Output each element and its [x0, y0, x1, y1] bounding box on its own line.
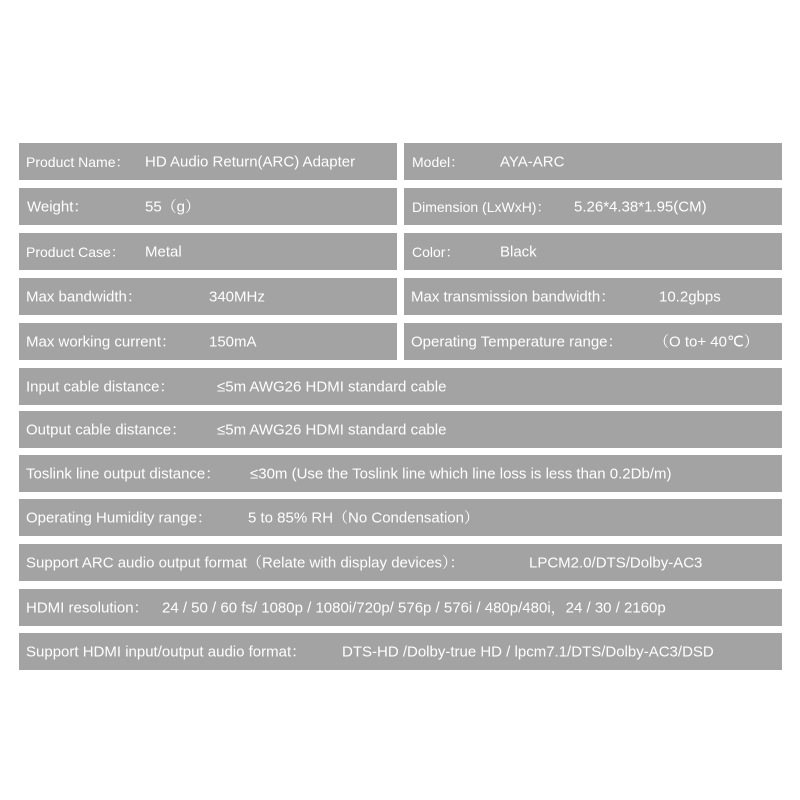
spec-cell-dimension: [404, 188, 782, 225]
spec-label: Output cable distance：: [26, 421, 187, 438]
spec-cell-product-case: [19, 233, 397, 270]
spec-label: Max working current：: [26, 333, 177, 350]
spec-label: Toslink line output distance：: [26, 465, 221, 482]
spec-cell-output-cable-distance: [19, 411, 782, 448]
spec-label: Dimension (LxWxH)：: [412, 198, 551, 215]
spec-cell-input-cable-distance: [19, 368, 782, 405]
spec-cell-operating-humidity: [19, 499, 782, 536]
spec-cell-toslink-distance: [19, 455, 782, 492]
spec-value: 24 / 50 / 60 fs/ 1080p / 1080i/720p/ 576p / 576i / 480p/480i，24 / 30 / 2160p: [162, 599, 666, 616]
spec-cell-operating-temperature: [404, 323, 782, 360]
spec-label: HDMI resolution：: [26, 599, 149, 616]
spec-value: 340MHz: [209, 288, 265, 305]
spec-label: Weight：: [27, 198, 89, 215]
spec-cell-weight: [19, 188, 397, 225]
spec-value: AYA-ARC: [500, 153, 565, 170]
spec-label: Operating Temperature range：: [411, 333, 623, 350]
spec-cell-hdmi-resolution: [19, 589, 782, 626]
spec-value: LPCM2.0/DTS/Dolby-AC3: [529, 554, 703, 571]
spec-label: Product Name：: [26, 153, 130, 170]
spec-label: Operating Humidity range：: [26, 509, 212, 526]
spec-value: Black: [500, 243, 537, 260]
spec-cell-hdmi-audio-format: [19, 633, 782, 670]
spec-value: 55（g）: [145, 198, 201, 215]
spec-value: 5.26*4.38*1.95(CM): [574, 198, 707, 215]
spec-cell-max-bandwidth: [19, 278, 397, 315]
spec-value: ≤5m AWG26 HDMI standard cable: [217, 421, 447, 438]
spec-value: ≤30m (Use the Toslink line which line loss is less than 0.2Db/m): [250, 465, 672, 482]
spec-label: Support HDMI input/output audio format：: [26, 643, 307, 660]
spec-label: Model：: [412, 153, 465, 170]
spec-value: 5 to 85% RH（No Condensation）: [248, 509, 479, 526]
spec-cell-max-transmission-bandwidth: [404, 278, 782, 315]
spec-cell-max-working-current: [19, 323, 397, 360]
spec-label: Input cable distance：: [26, 378, 175, 395]
spec-cell-product-name: [19, 143, 397, 180]
spec-label: Max transmission bandwidth：: [411, 288, 616, 305]
spec-label: Support ARC audio output format（Relate with display devices）：: [26, 554, 465, 571]
spec-label: Max bandwidth：: [26, 288, 142, 305]
spec-value: DTS-HD /Dolby-true HD / lpcm7.1/DTS/Dolby-AC3/DSD: [342, 643, 714, 660]
spec-value: Metal: [145, 243, 182, 260]
spec-value: 10.2gbps: [659, 288, 721, 305]
spec-value: HD Audio Return(ARC) Adapter: [145, 153, 356, 170]
spec-cell-model: [404, 143, 782, 180]
spec-value: ≤5m AWG26 HDMI standard cable: [217, 378, 447, 395]
spec-label: Product Case：: [26, 243, 125, 260]
spec-cell-arc-audio-format: [19, 544, 782, 581]
spec-value: （O to+ 40℃）: [654, 333, 759, 350]
spec-cell-color: [404, 233, 782, 270]
spec-value: 150mA: [209, 333, 257, 350]
spec-label: Color：: [412, 243, 460, 260]
